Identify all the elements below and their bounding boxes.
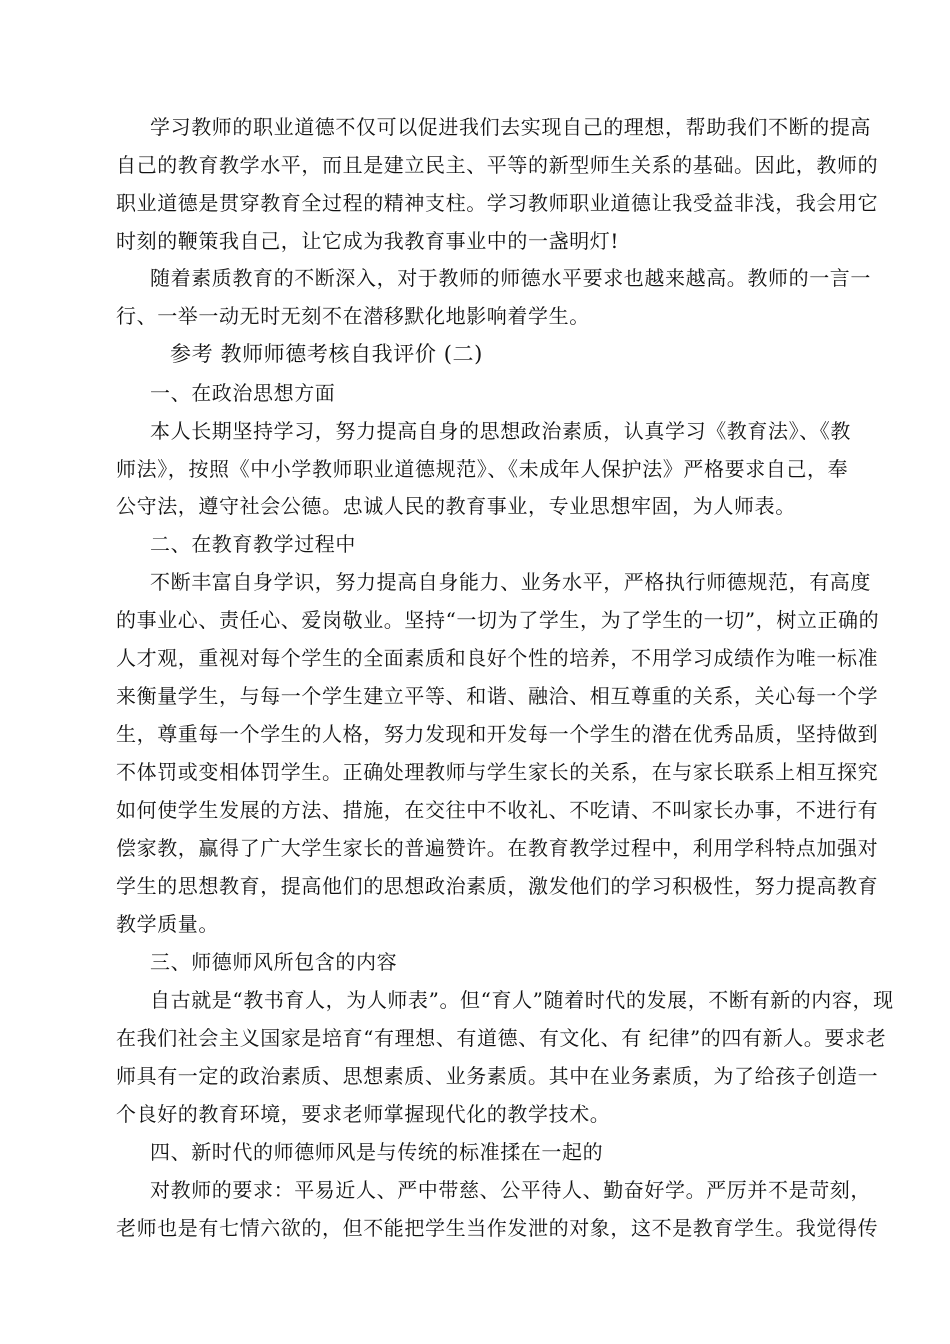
paragraph-line: 自古就是“教书育人，为人师表”。但“育人”随着时代的发展，不断有新的内容，现 — [150, 988, 894, 1012]
paragraph-line: 行、一举一动无时无刻不在潜移默化地影响着学生。 — [116, 304, 590, 328]
paragraph-line: 生，尊重每一个学生的人格，努力发现和开发每一个学生的潜在优秀品质，坚持做到 — [116, 722, 879, 746]
section-heading: 四、新时代的师德师风是与传统的标准揉在一起的 — [150, 1140, 604, 1164]
paragraph-line: 不断丰富自身学识，努力提高自身能力、业务水平，严格执行师德规范，有高度 — [150, 570, 871, 594]
paragraph-line: 教学质量。 — [116, 912, 219, 936]
section-heading: 一、在政治思想方面 — [150, 381, 336, 405]
paragraph-line: 师法》，按照《中小学教师职业道德规范》、《未成年人保护法》严格要求自己，奉 — [116, 457, 849, 481]
paragraph-line: 的事业心、责任心、爱岗敬业。坚持“一切为了学生，为了学生的一切”，树立正确的 — [116, 608, 880, 632]
paragraph-line: 师具有一定的政治素质、思想素质、业务素质。其中在业务素质，为了给孩子创造一 — [116, 1064, 879, 1088]
paragraph-line: 在我们社会主义国家是培育“有理想、有道德、有文化、有 纪律”的四有新人。要求老 — [116, 1026, 887, 1050]
paragraph-line: 公守法，遵守社会公德。忠诚人民的教育事业，专业思想牢固，为人师表。 — [116, 494, 796, 518]
paragraph-line: 时刻的鞭策我自己，让它成为我教育事业中的一盏明灯! — [116, 229, 620, 253]
paragraph-line: 个良好的教育环境，要求老师掌握现代化的教学技术。 — [116, 1102, 611, 1126]
paragraph-line: 随着素质教育的不断深入，对于教师的师德水平要求也越来越高。教师的一言一 — [150, 266, 871, 290]
paragraph-line: 如何使学生发展的方法、措施，在交往中不收礼、不吃请、不叫家长办事，不进行有 — [116, 798, 879, 822]
section-title: 参考 教师师德考核自我评价 (二) — [170, 342, 483, 366]
paragraph-line: 学习教师的职业道德不仅可以促进我们去实现自己的理想，帮助我们不断的提高 — [150, 115, 871, 139]
section-heading: 二、在教育教学过程中 — [150, 532, 356, 556]
paragraph-line: 职业道德是贯穿教育全过程的精神支柱。学习教师职业道德让我受益非浅，我会用它 — [116, 191, 879, 215]
paragraph-line: 人才观，重视对每个学生的全面素质和良好个性的培养，不用学习成绩作为唯一标准 — [116, 646, 879, 670]
paragraph-line: 来衡量学生，与每一个学生建立平等、和谐、融洽、相互尊重的关系，关心每一个学 — [116, 684, 879, 708]
paragraph-line: 不体罚或变相体罚学生。正确处理教师与学生家长的关系，在与家长联系上相互探究 — [116, 760, 879, 784]
section-heading: 三、师德师风所包含的内容 — [150, 950, 398, 974]
paragraph-line: 对教师的要求：平易近人、严中带慈、公平待人、勤奋好学。严厉并不是苛刻， — [150, 1178, 871, 1202]
paragraph-line: 本人长期坚持学习，努力提高自身的思想政治素质，认真学习《教育法》、《教 — [150, 419, 851, 443]
paragraph-line: 自己的教育教学水平，而且是建立民主、平等的新型师生关系的基础。因此，教师的 — [116, 153, 879, 177]
paragraph-line: 偿家教，赢得了广大学生家长的普遍赞许。在教育教学过程中，利用学科特点加强对 — [116, 836, 879, 860]
paragraph-line: 学生的思想教育，提高他们的思想政治素质，激发他们的学习积极性，努力提高教育 — [116, 874, 879, 898]
paragraph-line: 老师也是有七情六欲的，但不能把学生当作发泄的对象，这不是教育学生。我觉得传 — [116, 1216, 879, 1240]
